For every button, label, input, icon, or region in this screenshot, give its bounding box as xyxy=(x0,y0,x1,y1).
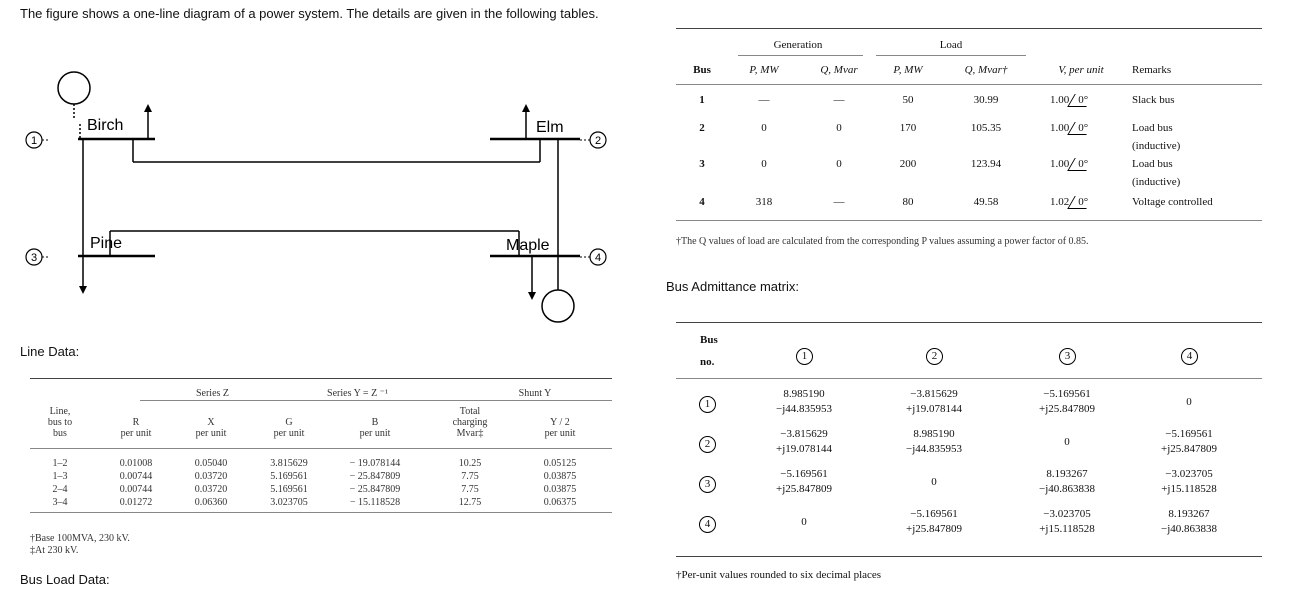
table-cell: 170 xyxy=(899,122,917,134)
table-row xyxy=(676,468,1262,506)
table-cell: — xyxy=(833,94,845,106)
table-cell: 0 xyxy=(836,158,842,170)
table-cell: 200 xyxy=(899,158,917,170)
table-row xyxy=(30,471,612,484)
bus-pine-label: Pine xyxy=(90,235,123,252)
line-col-header: per unit xyxy=(195,428,227,439)
line-col-header: per unit xyxy=(120,428,152,439)
remarks-cell: (inductive) xyxy=(1132,140,1181,152)
line-col-header: charging xyxy=(452,417,488,428)
bus-col-header: Q, Mvar xyxy=(820,64,858,76)
table-cell: 0.06375 xyxy=(543,497,577,508)
table-cell: 0.00744 xyxy=(119,471,153,482)
ybus-row-number: 3 xyxy=(699,476,716,493)
voltage-angle: 0° xyxy=(1078,94,1089,106)
table-cell: 12.75 xyxy=(458,497,482,508)
bus-col-header: V, per unit xyxy=(1058,64,1104,76)
table-cell: 0.01008 xyxy=(119,458,153,469)
line-col-header: Mvar‡ xyxy=(456,428,484,439)
table-cell: 0.01272 xyxy=(119,497,153,508)
table-cell: 7.75 xyxy=(461,471,479,482)
voltage-angle: 0° xyxy=(1078,158,1089,170)
line-col-header: bus xyxy=(53,428,67,439)
voltage-cell xyxy=(1050,122,1130,135)
ybus-cell-real: 0 xyxy=(1064,436,1070,448)
line-col-header: Line, xyxy=(49,406,71,417)
ybus-title: Bus Admittance matrix: xyxy=(666,279,799,294)
table-cell: 1–2 xyxy=(52,458,68,469)
ybus-row-number: 1 xyxy=(699,396,716,413)
line-data-footnote-base: †Base 100MVA, 230 kV. xyxy=(30,533,130,544)
table-cell: 5.169561 xyxy=(270,471,308,482)
table-cell: 318 xyxy=(755,196,773,208)
table-row xyxy=(676,196,1262,226)
ybus-cell-real: −3.023705 xyxy=(1043,508,1091,520)
table-row xyxy=(676,158,1262,188)
table-cell: 80 xyxy=(902,196,914,208)
line-col-header: Y / 2 xyxy=(550,417,570,428)
angle-symbol xyxy=(1067,122,1093,135)
table-row xyxy=(676,388,1262,426)
table-row xyxy=(30,458,612,471)
table-cell: 30.99 xyxy=(973,94,999,106)
ybus-cell-real: −3.815629 xyxy=(910,388,958,400)
ybus-cell-imag: +j25.847809 xyxy=(1160,443,1217,455)
table-cell: 0.00744 xyxy=(119,484,153,495)
bus-elm-label: Elm xyxy=(536,119,564,136)
table-cell: 5.169561 xyxy=(270,484,308,495)
line-col-header: per unit xyxy=(544,428,576,439)
line-data-table xyxy=(30,378,612,528)
table-cell: 49.58 xyxy=(973,196,999,208)
ybus-cell-imag: +j19.078144 xyxy=(775,443,832,455)
table-cell: 1–3 xyxy=(52,471,68,482)
line-col-header: X xyxy=(207,417,215,428)
ybus-cell-real: 8.985190 xyxy=(913,428,955,440)
ybus-cell-imag: −j40.863838 xyxy=(1038,483,1095,495)
table-cell: 123.94 xyxy=(970,158,1002,170)
line-col-header: Total xyxy=(459,406,481,417)
bus-col-header: Bus xyxy=(693,64,711,76)
bus-col-header: Q, Mvar† xyxy=(964,64,1008,76)
load-header: Load xyxy=(939,39,963,51)
ybus-cell-real: −3.815629 xyxy=(780,428,828,440)
table-cell: 50 xyxy=(902,94,914,106)
line-data-footnote-voltage: ‡At 230 kV. xyxy=(30,545,79,556)
bus-load-title: Bus Load Data: xyxy=(20,572,110,587)
remarks-cell: (inductive) xyxy=(1132,176,1181,188)
voltage-magnitude: 1.00 xyxy=(1050,158,1070,170)
table-cell: 0.06360 xyxy=(194,497,228,508)
table-cell: 0.05040 xyxy=(194,458,228,469)
ybus-cell-real: 0 xyxy=(1186,396,1192,408)
table-cell: 0.03720 xyxy=(194,484,228,495)
line-col-header: R xyxy=(132,417,140,428)
ybus-col-number: 4 xyxy=(1181,348,1198,365)
bus-maple-label: Maple xyxy=(506,237,550,254)
table-cell: 3.815629 xyxy=(270,458,308,469)
ybus-row-number: 4 xyxy=(699,516,716,533)
voltage-cell xyxy=(1050,196,1130,209)
ybus-cell-imag: +j25.847809 xyxy=(905,523,962,535)
one-line-diagram xyxy=(20,60,640,340)
table-row xyxy=(676,428,1262,466)
table-row xyxy=(30,497,612,510)
voltage-angle: 0° xyxy=(1078,122,1089,134)
voltage-cell xyxy=(1050,94,1130,107)
table-row xyxy=(676,508,1262,546)
table-cell: 1 xyxy=(699,94,705,106)
line-col-header: bus to xyxy=(47,417,73,428)
table-cell: 10.25 xyxy=(458,458,482,469)
table-cell: 4 xyxy=(699,196,705,208)
table-cell: 0.03875 xyxy=(543,471,577,482)
birch-generator xyxy=(58,72,90,104)
ybus-cell-imag: −j44.835953 xyxy=(905,443,962,455)
ybus-cell-real: −5.169561 xyxy=(780,468,828,480)
table-row xyxy=(676,94,1262,124)
table-cell: 0.03875 xyxy=(543,484,577,495)
ybus-cell-real: 8.193267 xyxy=(1046,468,1088,480)
voltage-magnitude: 1.02 xyxy=(1050,196,1070,208)
table-cell: − 15.118528 xyxy=(349,497,401,508)
bus-4-number: 4 xyxy=(594,252,602,264)
ybus-cell-imag: +j25.847809 xyxy=(775,483,832,495)
angle-symbol xyxy=(1067,196,1093,209)
table-cell: − 19.078144 xyxy=(349,458,401,469)
series-z-header: Series Z xyxy=(195,388,230,399)
ybus-table xyxy=(676,322,1262,562)
line-col-header: B xyxy=(371,417,379,428)
line-col-header: per unit xyxy=(273,428,305,439)
bus-data-table xyxy=(676,28,1262,218)
bus-data-footnote: †The Q values of load are calculated from the corresponding P values assuming a power factor of 0.85. xyxy=(676,236,1089,247)
ybus-cell-real: −5.169561 xyxy=(910,508,958,520)
table-cell: 3 xyxy=(699,158,705,170)
table-cell: 105.35 xyxy=(970,122,1002,134)
ybus-col-number: 3 xyxy=(1059,348,1076,365)
table-cell: 0 xyxy=(761,158,767,170)
ybus-header-bus: Bus xyxy=(700,334,718,346)
ybus-cell-imag: +j15.118528 xyxy=(1161,483,1217,495)
remarks-cell: Slack bus xyxy=(1132,94,1175,106)
table-cell: — xyxy=(758,94,770,106)
line-col-header: G xyxy=(285,417,293,428)
voltage-magnitude: 1.00 xyxy=(1050,122,1070,134)
table-cell: 0 xyxy=(836,122,842,134)
angle-symbol xyxy=(1067,158,1093,171)
angle-symbol xyxy=(1067,94,1093,107)
voltage-magnitude: 1.00 xyxy=(1050,94,1070,106)
ybus-cell-real: 0 xyxy=(801,516,807,528)
table-cell: − 25.847809 xyxy=(349,484,401,495)
ybus-cell-real: −3.023705 xyxy=(1165,468,1213,480)
table-cell: 3–4 xyxy=(52,497,68,508)
ybus-header-no: no. xyxy=(700,356,715,368)
table-cell: 2–4 xyxy=(52,484,68,495)
ybus-cell-real: −5.169561 xyxy=(1165,428,1213,440)
voltage-angle: 0° xyxy=(1078,196,1089,208)
bus-birch-label: Birch xyxy=(87,117,124,134)
ybus-cell-real: 8.985190 xyxy=(783,388,825,400)
table-cell: 0 xyxy=(761,122,767,134)
ybus-cell-imag: +j15.118528 xyxy=(1039,523,1095,535)
ybus-cell-real: −5.169561 xyxy=(1043,388,1091,400)
remarks-cell: Load bus xyxy=(1132,158,1173,170)
table-cell: 3.023705 xyxy=(270,497,308,508)
line-col-header: per unit xyxy=(359,428,391,439)
bus-3-number: 3 xyxy=(30,252,38,264)
ybus-cell-real: 0 xyxy=(931,476,937,488)
table-cell: 0.05125 xyxy=(543,458,577,469)
series-y-header: Series Y = Z ⁻¹ xyxy=(327,388,388,399)
ybus-cell-imag: +j25.847809 xyxy=(1038,403,1095,415)
table-cell: 2 xyxy=(699,122,705,134)
ybus-cell-imag: +j19.078144 xyxy=(905,403,962,415)
ybus-col-number: 2 xyxy=(926,348,943,365)
line-data-title: Line Data: xyxy=(20,344,80,359)
remarks-cell: Load bus xyxy=(1132,122,1173,134)
bus-col-header: P, MW xyxy=(893,64,923,76)
table-row xyxy=(676,122,1262,152)
table-cell: − 25.847809 xyxy=(349,471,401,482)
voltage-cell xyxy=(1050,158,1130,171)
ybus-footnote: †Per-unit values rounded to six decimal places xyxy=(676,569,882,581)
generation-header: Generation xyxy=(773,39,823,51)
bus-1-number: 1 xyxy=(30,135,38,147)
bus-col-header: P, MW xyxy=(749,64,779,76)
ybus-col-number: 1 xyxy=(796,348,813,365)
maple-generator xyxy=(542,290,574,322)
ybus-cell-imag: −j44.835953 xyxy=(775,403,832,415)
remarks-cell: Voltage controlled xyxy=(1132,196,1213,208)
bus-2-number: 2 xyxy=(594,135,602,147)
table-cell: 0.03720 xyxy=(194,471,228,482)
table-cell: 7.75 xyxy=(461,484,479,495)
ybus-cell-imag: −j40.863838 xyxy=(1160,523,1217,535)
table-row xyxy=(30,484,612,497)
table-cell: — xyxy=(833,196,845,208)
bus-col-header: Remarks xyxy=(1132,64,1172,76)
ybus-row-number: 2 xyxy=(699,436,716,453)
shunt-y-header: Shunt Y xyxy=(518,388,552,399)
intro-text: The figure shows a one-line diagram of a power system. The details are given in the following tables. xyxy=(20,6,599,21)
ybus-cell-real: 8.193267 xyxy=(1168,508,1210,520)
